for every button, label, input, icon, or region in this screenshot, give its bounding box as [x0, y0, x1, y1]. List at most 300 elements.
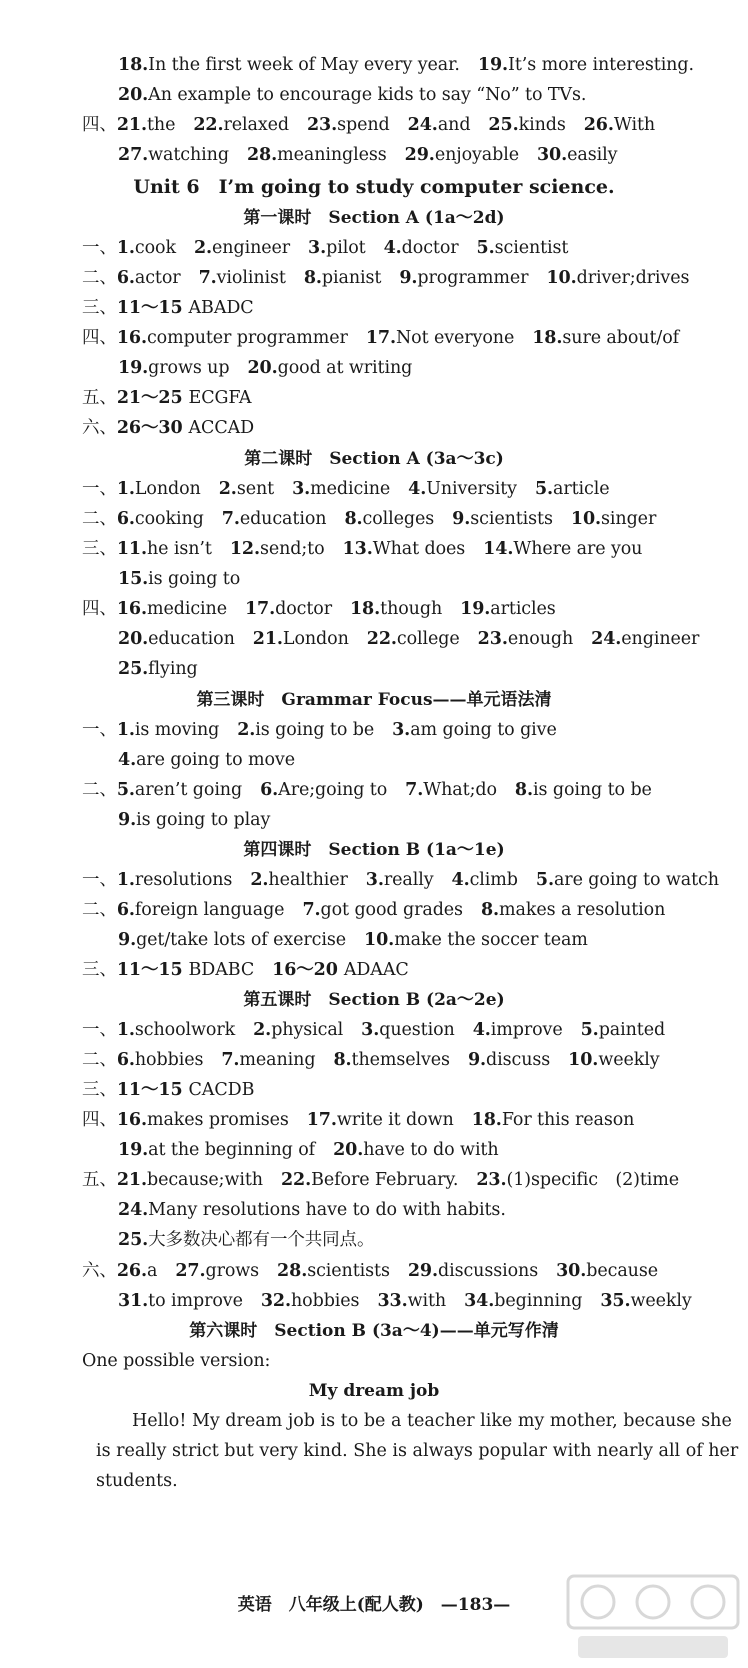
answer-line	[82, 1105, 634, 1135]
answer-item	[118, 1140, 315, 1160]
answer-number: 14.	[483, 539, 514, 559]
answer-text: Are;going to	[278, 780, 388, 800]
answer-line	[82, 263, 689, 293]
answer-number: 6.	[116, 1050, 135, 1070]
answer-line	[82, 1045, 660, 1075]
answer-text: weekly	[630, 1291, 692, 1311]
essay-paragraph	[96, 1406, 748, 1496]
question-group-number: 二、	[82, 509, 117, 529]
answer-item	[237, 720, 374, 740]
answer-number: 7.	[221, 1050, 240, 1070]
answer-line	[118, 1286, 692, 1316]
answer-item	[591, 629, 699, 649]
answer-text: is moving	[134, 720, 220, 740]
answer-text: climb	[469, 870, 518, 890]
answer-text: 大多数决心都有一个共同点。	[148, 1230, 375, 1250]
answer-number: 5.	[476, 238, 495, 258]
answer-item	[478, 55, 694, 75]
answer-text: One possible version:	[82, 1351, 271, 1371]
answer-number: 17.	[306, 1110, 337, 1130]
answer-text: pianist	[321, 268, 382, 288]
answer-text: resolutions	[134, 870, 233, 890]
answer-text: question	[379, 1020, 455, 1040]
answer-text: Before February.	[311, 1170, 459, 1190]
answer-item	[118, 750, 295, 770]
answer-text: It’s more interesting.	[508, 55, 694, 75]
answer-item	[117, 115, 176, 135]
answer-line	[82, 534, 642, 564]
answer-line	[82, 413, 254, 443]
answer-line	[82, 1015, 665, 1045]
answer-text: am going to give	[410, 720, 557, 740]
answer-number: 26.	[116, 1261, 147, 1281]
answer-text: enough	[507, 629, 574, 649]
answer-number: 12.	[229, 539, 260, 559]
answer-number: 1.	[116, 870, 135, 890]
question-group-number: 二、	[82, 268, 117, 288]
answer-number: 24.	[591, 629, 622, 649]
answer-text: because;with	[146, 1170, 263, 1190]
answer-item	[405, 780, 497, 800]
answer-item	[117, 1020, 235, 1040]
answer-text: though	[380, 599, 443, 619]
answer-number: 8.	[480, 900, 500, 920]
answer-item	[222, 509, 327, 529]
answer-line	[118, 50, 694, 80]
answer-number: 21.	[116, 1170, 147, 1190]
answer-line	[118, 1195, 506, 1225]
answer-item	[532, 328, 679, 348]
answer-text: medicine	[310, 479, 391, 499]
answer-text: get/take lots of exercise	[136, 930, 347, 950]
answer-item	[473, 1020, 563, 1040]
answer-item	[272, 960, 409, 980]
answer-number: 16.	[116, 1110, 147, 1130]
question-group-number: 五、	[82, 1170, 117, 1190]
answer-item	[277, 1261, 390, 1281]
answer-number: 20.	[333, 1140, 364, 1160]
answer-item	[117, 960, 254, 980]
answer-line	[82, 1165, 679, 1195]
answer-item	[247, 358, 412, 378]
answer-number: 4.	[408, 479, 427, 499]
answer-text: college	[396, 629, 460, 649]
answer-item	[472, 1110, 635, 1130]
answer-number: 8.	[303, 268, 322, 288]
answer-text: spend	[337, 115, 390, 135]
answer-number: 8.	[514, 780, 533, 800]
answer-item	[546, 268, 689, 288]
answer-item	[117, 238, 176, 258]
answer-item	[478, 629, 573, 649]
answer-item	[117, 870, 233, 890]
answer-text: An example to encourage kids to say “No” to TVs.	[148, 85, 587, 105]
answer-item	[344, 509, 434, 529]
answer-number: 34.	[464, 1291, 495, 1311]
answer-item	[405, 145, 519, 165]
answer-text: hobbies	[134, 1050, 204, 1070]
section-heading: My dream job	[308, 1381, 440, 1401]
answer-item	[117, 1080, 255, 1100]
answer-text: make the soccer team	[394, 930, 588, 950]
answer-item	[247, 145, 387, 165]
answer-text: (1)specific (2)time	[506, 1170, 680, 1190]
answer-item	[260, 780, 387, 800]
answer-text: enjoyable	[434, 145, 519, 165]
answer-number: 9.	[399, 268, 418, 288]
answer-item	[364, 930, 588, 950]
question-group-number: 二、	[82, 780, 117, 800]
answer-item	[537, 145, 617, 165]
answer-number: 29.	[404, 145, 435, 165]
answer-text: doctor	[401, 238, 459, 258]
answer-text: have to do with	[363, 1140, 499, 1160]
answer-text: hobbies	[290, 1291, 360, 1311]
answer-item	[118, 629, 235, 649]
question-group-number: 三、	[82, 1080, 117, 1100]
answer-number: 20.	[118, 629, 149, 649]
answer-item	[219, 479, 274, 499]
answer-item	[118, 55, 460, 75]
answer-item	[333, 1140, 498, 1160]
answer-text: he isn’t	[146, 539, 212, 559]
answer-item	[333, 1050, 450, 1070]
answer-number: 35.	[600, 1291, 631, 1311]
answer-line	[118, 805, 270, 835]
section-heading: 第五课时 Section B (2a～2e)	[243, 990, 505, 1010]
answer-number: 10.	[364, 930, 395, 950]
answer-number: 6.	[116, 268, 135, 288]
question-group-number: 三、	[82, 960, 117, 980]
answer-text: beginning	[494, 1291, 583, 1311]
answer-text: a	[146, 1261, 158, 1281]
answer-number: 7.	[302, 900, 321, 920]
question-group-number: 一、	[82, 238, 117, 258]
answer-number: 5.	[580, 1020, 599, 1040]
answer-text: pilot	[326, 238, 366, 258]
answer-number: 19.	[477, 55, 509, 75]
answer-number: 4.	[383, 238, 402, 258]
answer-item	[117, 479, 201, 499]
answer-text: physical	[271, 1020, 344, 1040]
answer-line	[82, 594, 556, 624]
answer-item	[343, 539, 466, 559]
answer-number: 11～15	[116, 1080, 189, 1100]
answer-item	[308, 238, 366, 258]
answer-number: 22.	[193, 115, 224, 135]
answer-item	[460, 599, 556, 619]
answer-number: 2.	[237, 720, 256, 740]
answer-item	[194, 238, 290, 258]
unit-title: Unit 6 I’m going to study computer science.	[133, 176, 615, 198]
answer-text: the	[146, 115, 176, 135]
answer-text: scientists	[470, 509, 553, 529]
answer-text: BDABC	[188, 960, 255, 980]
question-group-number: 一、	[82, 479, 117, 499]
answer-number: 17.	[365, 328, 396, 348]
answer-item	[483, 539, 642, 559]
answer-text: aren’t going	[134, 780, 243, 800]
answer-text: grows	[205, 1261, 260, 1281]
answer-text: are going to move	[136, 750, 295, 770]
answer-number: 7.	[405, 780, 424, 800]
answer-number: 27.	[118, 145, 149, 165]
answer-number: 9.	[452, 509, 471, 529]
answer-number: 18.	[118, 55, 149, 75]
answer-item	[568, 1050, 659, 1070]
answer-line	[118, 140, 617, 170]
answer-line	[82, 1075, 254, 1105]
answer-item	[117, 1110, 289, 1130]
answer-number: 11～15	[116, 298, 189, 318]
answer-text: makes a resolution	[499, 900, 666, 920]
answer-number: 3.	[361, 1020, 380, 1040]
answer-text: With	[613, 115, 656, 135]
answer-line	[82, 775, 652, 805]
answer-number: 1.	[116, 1020, 135, 1040]
answer-item	[408, 1261, 538, 1281]
answer-line	[82, 955, 409, 985]
answer-text: computer programmer	[146, 328, 348, 348]
answer-number: 25.	[118, 1230, 149, 1250]
answer-number: 2.	[218, 479, 237, 499]
question-group-number: 六、	[82, 418, 117, 438]
answer-item	[302, 900, 463, 920]
answer-number: 6.	[260, 780, 279, 800]
answer-item	[117, 1261, 158, 1281]
answer-text: driver;drives	[576, 268, 690, 288]
answer-number: 3.	[365, 870, 384, 890]
answer-text: engineer	[621, 629, 700, 649]
answer-item	[118, 569, 240, 589]
answer-text: education	[148, 629, 235, 649]
answer-text: is going to be	[255, 720, 375, 740]
answer-line	[82, 474, 610, 504]
answer-text: send;to	[259, 539, 325, 559]
answer-item	[452, 509, 553, 529]
answer-text: ACCAD	[188, 418, 255, 438]
answer-number: 1.	[116, 479, 135, 499]
answer-number: 2.	[193, 238, 213, 258]
answer-item	[600, 1291, 691, 1311]
answer-text: violinist	[216, 268, 286, 288]
answer-line	[82, 323, 679, 353]
answer-number: 21～25	[116, 388, 189, 408]
answer-text: relaxed	[223, 115, 289, 135]
answer-number: 13.	[342, 539, 373, 559]
answer-number: 11.	[116, 539, 147, 559]
answer-number: 21.	[116, 115, 147, 135]
answer-number: 26.	[583, 115, 614, 135]
answer-item	[193, 115, 289, 135]
answer-text: good at writing	[277, 358, 413, 378]
answer-text: discuss	[486, 1050, 551, 1070]
answer-number: 22.	[280, 1170, 312, 1190]
answer-number: 10.	[568, 1050, 599, 1070]
answer-number: 5.	[535, 870, 554, 890]
answer-number: 18.	[532, 328, 563, 348]
answer-text: really	[383, 870, 434, 890]
answer-item	[488, 115, 565, 135]
answer-line	[118, 80, 586, 110]
answer-item	[118, 659, 198, 679]
answer-item	[581, 1020, 665, 1040]
answer-text: ABADC	[188, 298, 254, 318]
page-footer: 英语 八年级上(配人教) —183—	[237, 1595, 511, 1615]
answer-text: University	[426, 479, 517, 499]
answer-text: got good grades	[320, 900, 463, 920]
section-heading: 第一课时 Section A (1a～2d)	[243, 208, 505, 228]
answer-item	[230, 539, 325, 559]
answer-line	[82, 504, 656, 534]
answer-item	[281, 1170, 458, 1190]
answer-line	[118, 654, 198, 684]
answer-number: 6.	[116, 509, 135, 529]
answer-item	[408, 479, 517, 499]
answer-item	[292, 479, 390, 499]
answer-line	[118, 925, 588, 955]
answer-number: 3.	[292, 479, 311, 499]
answer-item	[117, 1170, 263, 1190]
answer-text: and	[437, 115, 471, 135]
answer-number: 4.	[118, 750, 137, 770]
answer-number: 4.	[451, 870, 470, 890]
answer-text: scientists	[307, 1261, 390, 1281]
answer-item	[571, 509, 656, 529]
answer-number: 5.	[116, 780, 135, 800]
answer-item	[392, 720, 557, 740]
answer-line	[82, 110, 655, 140]
answer-text: themselves	[351, 1050, 450, 1070]
answer-number: 25.	[488, 115, 519, 135]
answer-text: London	[134, 479, 201, 499]
answer-text: sure about/of	[562, 328, 680, 348]
watermark-logo-icon	[558, 1558, 748, 1668]
answer-text: education	[239, 509, 327, 529]
answer-text: meaning	[239, 1050, 316, 1070]
answer-line	[82, 895, 665, 925]
answer-item	[464, 1291, 582, 1311]
question-group-number: 三、	[82, 539, 117, 559]
question-group-number: 四、	[82, 328, 117, 348]
answer-text: painted	[598, 1020, 666, 1040]
answer-item	[117, 509, 204, 529]
answer-item	[118, 85, 586, 105]
answer-item	[584, 115, 655, 135]
answer-text: colleges	[362, 509, 435, 529]
answer-number: 23.	[477, 629, 508, 649]
answer-number: 9.	[118, 930, 137, 950]
answer-line	[118, 564, 240, 594]
answer-text: is going to	[148, 569, 241, 589]
answer-number: 20.	[247, 358, 278, 378]
answer-text: improve	[490, 1020, 563, 1040]
answer-number: 1.	[116, 238, 135, 258]
answer-number: 19.	[460, 599, 491, 619]
answer-text: Not everyone	[395, 328, 515, 348]
answer-text: article	[553, 479, 610, 499]
answer-text: doctor	[275, 599, 332, 619]
answer-number: 31.	[118, 1291, 149, 1311]
answer-text: actor	[134, 268, 181, 288]
answer-item	[366, 328, 514, 348]
answer-item	[175, 1261, 259, 1281]
answer-number: 1.	[116, 720, 135, 740]
answer-text: watching	[148, 145, 229, 165]
answer-item	[118, 930, 346, 950]
answer-number: 20.	[118, 85, 149, 105]
answer-number: 10.	[570, 509, 602, 529]
answer-text: because	[586, 1261, 658, 1281]
answer-item	[261, 1291, 360, 1311]
section-heading: 第四课时 Section B (1a～1e)	[243, 840, 505, 860]
answer-number: 33.	[377, 1291, 408, 1311]
answer-item	[199, 268, 286, 288]
answer-item	[117, 298, 254, 318]
answer-text: programmer	[417, 268, 529, 288]
answer-text: is going to be	[533, 780, 652, 800]
answer-text: easily	[567, 145, 618, 165]
answer-text: flying	[148, 659, 198, 679]
answer-item	[408, 115, 471, 135]
answer-number: 21.	[252, 629, 283, 649]
answer-text: engineer	[212, 238, 291, 258]
answer-number: 11～15	[116, 960, 189, 980]
answer-text: at the beginning of	[148, 1140, 316, 1160]
answer-item	[82, 1351, 270, 1371]
answer-text: ECGFA	[188, 388, 252, 408]
answer-item	[245, 599, 332, 619]
answer-text: healthier	[268, 870, 348, 890]
answer-item	[307, 1110, 454, 1130]
answer-number: 16.	[116, 599, 147, 619]
answer-line	[82, 1346, 270, 1376]
answer-number: 17.	[244, 599, 276, 619]
answer-number: 9.	[118, 810, 137, 830]
answer-item	[117, 418, 254, 438]
answer-item	[117, 599, 227, 619]
answer-number: 5.	[534, 479, 554, 499]
answer-number: 3.	[392, 720, 411, 740]
answer-number: 26～30	[116, 418, 189, 438]
answer-number: 16.	[116, 328, 147, 348]
answer-number: 8.	[344, 509, 363, 529]
answer-text: is going to play	[136, 810, 271, 830]
answer-number: 29.	[407, 1261, 438, 1281]
answer-item	[361, 1020, 455, 1040]
answer-number: 7.	[198, 268, 217, 288]
answer-item	[468, 1050, 550, 1070]
answer-text: In the first week of May every year.	[148, 55, 460, 75]
answer-number: 23.	[476, 1170, 507, 1190]
answer-number: 15.	[118, 569, 149, 589]
answer-text: singer	[601, 509, 657, 529]
answer-number: 23.	[306, 115, 338, 135]
answer-item	[366, 870, 434, 890]
answer-text: medicine	[146, 599, 227, 619]
answer-number: 7.	[221, 509, 240, 529]
question-group-number: 四、	[82, 599, 117, 619]
answer-line	[118, 1225, 374, 1255]
question-group-number: 四、	[82, 1110, 117, 1130]
answer-text: are going to watch	[553, 870, 719, 890]
answer-text: scientist	[494, 238, 569, 258]
answer-text: What does	[372, 539, 466, 559]
answer-text: Where are you	[513, 539, 643, 559]
answer-text: cook	[134, 238, 176, 258]
answer-item	[515, 780, 652, 800]
answer-item	[384, 238, 459, 258]
